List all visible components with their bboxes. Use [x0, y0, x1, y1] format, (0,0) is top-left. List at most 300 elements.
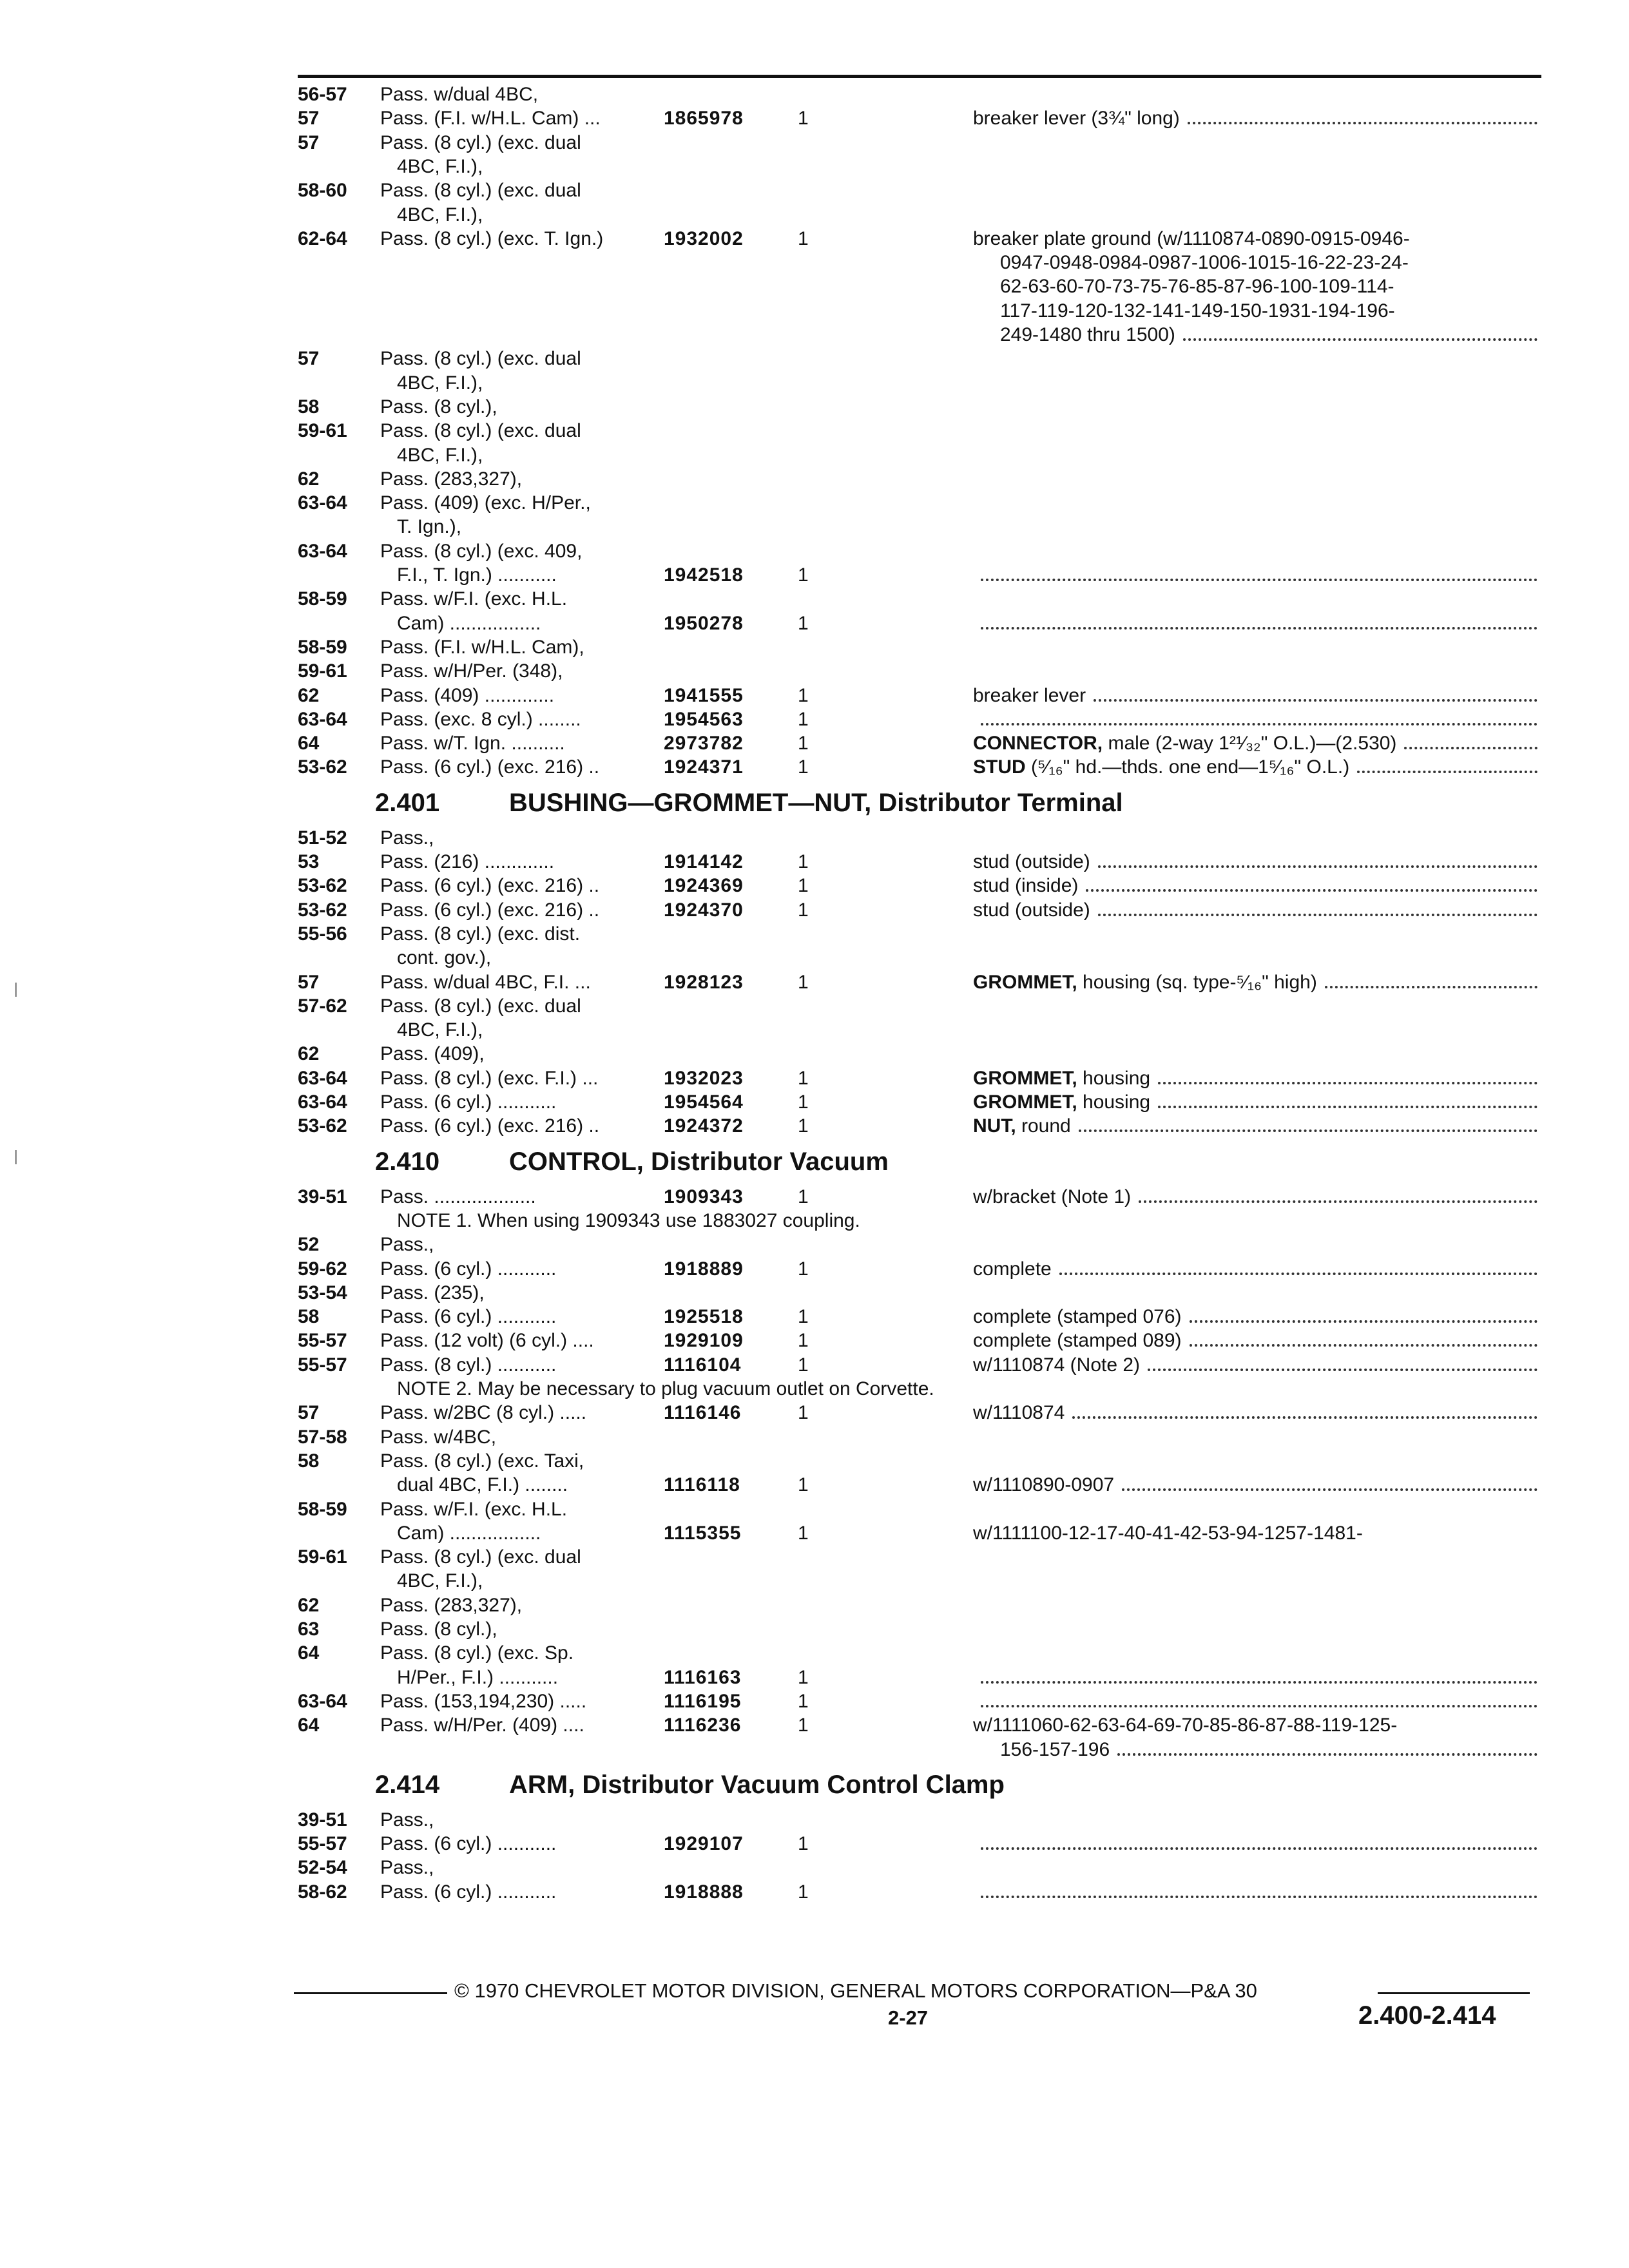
model-years: 59-61 [298, 1546, 347, 1568]
model-years: 39-51 [298, 1809, 347, 1831]
application-text: Pass. (exc. 8 cyl.) ........ [380, 708, 581, 730]
application-text: 4BC, F.I.), [397, 155, 483, 177]
part-description [1000, 1738, 1110, 1762]
part-description-text: stud (outside) [973, 899, 1090, 921]
note-text: NOTE 2. May be necessary to plug vacuum outlet on Corvette. [397, 1378, 934, 1399]
note-row [0, 1377, 1629, 1401]
quantity: 1 [798, 708, 809, 730]
application-text: Pass. w/2BC (8 cyl.) ..... [380, 1402, 587, 1424]
part-description [973, 850, 1090, 874]
part-description [973, 1473, 1114, 1497]
model-years: 57 [298, 108, 320, 130]
table-row [0, 1856, 1629, 1879]
application-text: Pass. (216) ............. [380, 851, 555, 872]
table-row [0, 1042, 1629, 1066]
section-heading [0, 1146, 1629, 1177]
part-description [973, 898, 1090, 922]
model-years: 52-54 [298, 1857, 347, 1879]
part-description-text: housing [1077, 1091, 1151, 1113]
part-description-text: housing (sq. type-⁵⁄₁₆" high) [1077, 971, 1317, 993]
table-row [0, 1880, 1629, 1904]
table-row [0, 922, 1629, 946]
application-text: Pass., [380, 1234, 434, 1256]
part-description-text: (⁵⁄₁₆" hd.—thds. one end—1⁵⁄₁₆" O.L.) [1025, 756, 1350, 778]
dot-leader [1098, 914, 1537, 916]
application-text: Pass. (8 cyl.) (exc. 409, [380, 540, 583, 562]
table-row [0, 1401, 1629, 1425]
model-years: 57-58 [298, 1426, 347, 1448]
quantity: 1 [798, 1258, 809, 1280]
table-row [0, 635, 1629, 659]
application-text: 4BC, F.I.), [397, 204, 483, 226]
application-text: Pass. w/4BC, [380, 1426, 497, 1448]
dot-leader [1059, 1273, 1537, 1275]
application-text: Pass. (8 cyl.) (exc. F.I.) ... [380, 1067, 599, 1089]
application-text: Pass. (8 cyl.) (exc. dist. [380, 923, 581, 945]
dot-leader [1139, 1200, 1537, 1203]
table-row [0, 1281, 1629, 1305]
application-text: Pass. (6 cyl.) ........... [380, 1881, 557, 1903]
top-rule [298, 75, 1541, 78]
model-years: 58-59 [298, 588, 347, 610]
quantity: 1 [798, 108, 809, 130]
table-row [0, 659, 1629, 683]
part-description [973, 731, 1396, 755]
model-years: 63-64 [298, 708, 347, 730]
dot-leader [1325, 986, 1537, 988]
model-years: 53-62 [298, 756, 347, 778]
application-text: Pass. w/H/Per. (409) .... [380, 1715, 584, 1736]
quantity: 1 [798, 756, 809, 778]
quantity: 1 [798, 875, 809, 897]
table-row [0, 946, 1629, 970]
part-number: 1932023 [664, 1067, 744, 1089]
section-number: 2.414 [375, 1770, 440, 1799]
application-text: Pass. (6 cyl.) ........... [380, 1833, 557, 1855]
part-description-text: complete (stamped 076) [973, 1306, 1182, 1328]
part-description [973, 1090, 1150, 1114]
table-row [0, 106, 1629, 130]
application-text: Pass. (8 cyl.) (exc. dual [380, 995, 581, 1017]
table-row [0, 491, 1629, 515]
model-years: 58-59 [298, 1498, 347, 1520]
table-row [0, 1545, 1629, 1569]
application-text: Pass. w/H/Per. (348), [380, 660, 563, 682]
footer-group-code: 2.400-2.414 [1358, 2001, 1496, 2030]
model-years: 58-62 [298, 1881, 347, 1903]
dot-leader [1357, 771, 1537, 773]
application-text: Pass. (6 cyl.) ........... [380, 1306, 557, 1328]
part-number: 1914142 [664, 851, 744, 872]
table-row [0, 323, 1629, 347]
application-text: Cam) ................. [397, 1522, 541, 1544]
part-description [1000, 323, 1175, 347]
part-description-text: round [1016, 1115, 1071, 1137]
application-text: Pass. w/dual 4BC, F.I. ... [380, 971, 591, 993]
scan-mark [15, 1150, 17, 1164]
part-name: NUT, [973, 1115, 1016, 1137]
application-text: Pass. (8 cyl.) (exc. dual [380, 420, 581, 442]
part-description [1000, 299, 1395, 323]
quantity: 1 [798, 1067, 809, 1089]
part-description [973, 1713, 1397, 1737]
dot-leader [1098, 865, 1537, 868]
application-text: Pass. (409) ............. [380, 684, 555, 706]
quantity: 1 [798, 612, 809, 634]
application-text: cont. gov.), [397, 947, 492, 969]
model-years: 63-64 [298, 1690, 347, 1712]
model-years: 64 [298, 733, 320, 754]
table-row [0, 587, 1629, 611]
dot-leader [981, 1896, 1537, 1898]
part-description [973, 1185, 1131, 1209]
part-description [973, 1521, 1363, 1545]
part-description-text: complete [973, 1258, 1052, 1280]
dot-leader [981, 723, 1537, 726]
application-text: Pass. w/F.I. (exc. H.L. [380, 588, 568, 610]
dot-leader [1158, 1082, 1537, 1084]
model-years: 56-57 [298, 84, 347, 105]
model-years: 58 [298, 1306, 320, 1328]
part-description-text: 156-157-196 [1000, 1738, 1110, 1760]
table-row [0, 1713, 1629, 1737]
application-text: Pass. (8 cyl.) (exc. dual [380, 180, 581, 202]
quantity: 1 [798, 1715, 809, 1736]
part-number: 1116236 [664, 1715, 742, 1736]
model-years: 58 [298, 1450, 320, 1472]
part-number: 1924372 [664, 1115, 744, 1137]
table-row [0, 1521, 1629, 1545]
part-description-text: w/1111060-62-63-64-69-70-85-86-87-88-119-125- [973, 1715, 1398, 1736]
note-row [0, 1209, 1629, 1233]
table-row [0, 563, 1629, 587]
model-years: 62 [298, 468, 320, 490]
part-description-text: 249-1480 thru 1500) [1000, 324, 1175, 345]
dot-leader [1079, 1129, 1537, 1132]
application-text: Pass. (8 cyl.), [380, 396, 497, 418]
table-row [0, 155, 1629, 178]
application-text: H/Per., F.I.) ........... [397, 1666, 559, 1688]
dot-leader [981, 1681, 1537, 1684]
part-number: 1941555 [664, 684, 744, 706]
model-years: 63-64 [298, 1091, 347, 1113]
application-text: Cam) ................. [397, 612, 541, 634]
part-description [973, 874, 1078, 898]
quantity: 1 [798, 1091, 809, 1113]
application-text: Pass. (6 cyl.) (exc. 216) .. [380, 1115, 600, 1137]
dot-leader [1183, 338, 1537, 341]
table-row [0, 227, 1629, 251]
application-text: 4BC, F.I.), [397, 1570, 483, 1592]
model-years: 58-59 [298, 636, 347, 658]
part-number: 1942518 [664, 564, 744, 586]
dot-leader [981, 627, 1537, 629]
part-description [973, 970, 1317, 994]
scan-mark [15, 983, 17, 997]
table-row [0, 898, 1629, 922]
table-row [0, 755, 1629, 779]
table-row [0, 970, 1629, 994]
part-number: 1115355 [664, 1522, 742, 1544]
part-description-text: breaker plate ground (w/1110874-0890-0915-0946- [973, 227, 1410, 249]
application-text: Pass., [380, 1809, 434, 1831]
model-years: 58 [298, 396, 320, 418]
part-description [973, 106, 1180, 130]
model-years: 51-52 [298, 827, 347, 849]
quantity: 1 [798, 1690, 809, 1712]
table-row [0, 611, 1629, 635]
application-text: T. Ign.), [397, 516, 462, 538]
application-text: 4BC, F.I.), [397, 1019, 483, 1041]
part-description [973, 1305, 1182, 1329]
table-row [0, 1329, 1629, 1352]
part-number: 1918889 [664, 1258, 744, 1280]
quantity: 1 [798, 851, 809, 872]
application-text: 4BC, F.I.), [397, 372, 483, 394]
table-row [0, 203, 1629, 227]
quantity: 1 [798, 1522, 809, 1544]
quantity: 1 [798, 733, 809, 754]
part-number: 1865978 [664, 108, 744, 130]
part-number: 1918888 [664, 1881, 744, 1903]
application-text: Pass. (8 cyl.) (exc. dual [380, 1546, 581, 1568]
dot-leader [1086, 889, 1537, 892]
table-row [0, 1185, 1629, 1209]
section-number: 2.410 [375, 1147, 440, 1176]
part-description-text: w/1110890-0907 [973, 1474, 1115, 1496]
application-text: Pass., [380, 1857, 434, 1879]
quantity: 1 [798, 899, 809, 921]
application-text: Pass. (8 cyl.), [380, 1619, 497, 1640]
table-row [0, 994, 1629, 1018]
model-years: 53 [298, 851, 320, 872]
footer-copyright: © 1970 CHEVROLET MOTOR DIVISION, GENERAL MOTORS CORPORATION—P&A 30 [454, 1979, 1257, 2002]
quantity: 1 [798, 1833, 809, 1855]
application-text: Pass. (8 cyl.) (exc. dual [380, 348, 581, 370]
table-row [0, 1353, 1629, 1377]
table-row [0, 1114, 1629, 1138]
application-text: Pass. (235), [380, 1282, 485, 1303]
model-years: 63-64 [298, 492, 347, 514]
part-number: 1116104 [664, 1354, 742, 1376]
part-description [1000, 274, 1394, 298]
part-number: 1924370 [664, 899, 744, 921]
table-row [0, 1497, 1629, 1521]
dot-leader [981, 1705, 1537, 1707]
quantity: 1 [798, 1306, 809, 1328]
dot-leader [1190, 1320, 1537, 1323]
quantity: 1 [798, 1330, 809, 1352]
part-description [973, 1257, 1052, 1281]
part-number: 1950278 [664, 612, 744, 634]
table-row [0, 850, 1629, 874]
table-row [0, 251, 1629, 274]
section-title: BUSHING—GROMMET—NUT, Distributor Terminal [509, 788, 1123, 817]
table-row [0, 707, 1629, 731]
model-years: 55-57 [298, 1330, 347, 1352]
model-years: 59-62 [298, 1258, 347, 1280]
model-years: 62 [298, 1043, 320, 1065]
application-text: Pass., [380, 827, 434, 849]
table-row [0, 1066, 1629, 1090]
section-heading [0, 787, 1629, 818]
part-description-text: w/1110874 (Note 2) [973, 1354, 1141, 1376]
application-text: Pass. (283,327), [380, 468, 523, 490]
part-description [973, 1066, 1150, 1090]
application-text: Pass. (8 cyl.) (exc. Sp. [380, 1642, 574, 1664]
part-description [973, 755, 1349, 779]
part-description-text: male (2-way 1²¹⁄₃₂" O.L.)—(2.530) [1103, 733, 1397, 754]
part-number: 1116146 [664, 1402, 742, 1424]
table-row [0, 1808, 1629, 1832]
model-years: 55-56 [298, 923, 347, 945]
part-description-text: 0947-0948-0984-0987-1006-1015-16-22-23-24- [1000, 252, 1409, 274]
dot-leader [1404, 747, 1537, 749]
part-number: 1932002 [664, 227, 744, 249]
table-row [0, 1617, 1629, 1641]
part-description [973, 684, 1086, 707]
quantity: 1 [798, 1474, 809, 1496]
dot-leader [1148, 1369, 1537, 1371]
part-number: 2973782 [664, 733, 744, 754]
part-number: 1924369 [664, 875, 744, 897]
model-years: 62 [298, 1594, 320, 1616]
quantity: 1 [798, 1666, 809, 1688]
model-years: 64 [298, 1715, 320, 1736]
model-years: 39-51 [298, 1186, 347, 1207]
part-number: 1929107 [664, 1833, 744, 1855]
part-description [973, 1329, 1182, 1352]
quantity: 1 [798, 1354, 809, 1376]
part-description-text: stud (outside) [973, 851, 1090, 872]
part-description-text: breaker lever [973, 684, 1086, 706]
quantity: 1 [798, 1186, 809, 1207]
table-row [0, 395, 1629, 419]
table-row [0, 419, 1629, 443]
footer-rule-right [1378, 1992, 1530, 1994]
table-row [0, 443, 1629, 467]
part-name: STUD [973, 756, 1026, 778]
model-years: 63-64 [298, 1067, 347, 1089]
table-row [0, 1425, 1629, 1449]
application-text: 4BC, F.I.), [397, 444, 483, 466]
application-text: Pass. ................... [380, 1186, 536, 1207]
table-row [0, 131, 1629, 155]
quantity: 1 [798, 1402, 809, 1424]
footer-page-number: 2-27 [888, 2006, 929, 2029]
table-row [0, 178, 1629, 202]
table-row [0, 1449, 1629, 1473]
table-row [0, 299, 1629, 323]
dot-leader [1094, 699, 1537, 702]
part-description-text: w/1110874 [973, 1402, 1065, 1424]
part-number: 1116118 [664, 1474, 740, 1496]
table-row [0, 874, 1629, 898]
part-description-text: complete (stamped 089) [973, 1330, 1182, 1352]
part-description-text: housing [1077, 1067, 1151, 1089]
quantity: 1 [798, 564, 809, 586]
part-number: 1954564 [664, 1091, 744, 1113]
part-number: 1116195 [664, 1690, 742, 1712]
table-row [0, 1641, 1629, 1665]
note-text: NOTE 1. When using 1909343 use 1883027 coupling. [397, 1209, 860, 1231]
application-text: Pass. (6 cyl.) ........... [380, 1091, 557, 1113]
table-row [0, 371, 1629, 395]
application-text: Pass. (12 volt) (6 cyl.) .... [380, 1330, 594, 1352]
table-row [0, 1018, 1629, 1042]
part-description [973, 227, 1410, 251]
model-years: 57 [298, 131, 320, 153]
part-description-text: w/1111100-12-17-40-41-42-53-94-1257-1481- [973, 1522, 1363, 1544]
table-row [0, 1305, 1629, 1329]
dot-leader [981, 1847, 1537, 1850]
quantity: 1 [798, 684, 809, 706]
application-text: Pass. w/T. Ign. .......... [380, 733, 565, 754]
table-row [0, 1832, 1629, 1856]
table-row [0, 274, 1629, 298]
application-text: Pass. (409) (exc. H/Per., [380, 492, 591, 514]
part-description [973, 1401, 1065, 1425]
section-heading [0, 1769, 1629, 1800]
model-years: 53-62 [298, 1115, 347, 1137]
application-text: Pass. w/F.I. (exc. H.L. [380, 1498, 568, 1520]
table-row [0, 684, 1629, 707]
section-number: 2.401 [375, 788, 440, 817]
table-row [0, 1257, 1629, 1281]
application-text: Pass. (F.I. w/H.L. Cam) ... [380, 108, 601, 130]
model-years: 55-57 [298, 1833, 347, 1855]
dot-leader [1158, 1106, 1537, 1108]
model-years: 57 [298, 971, 320, 993]
application-text: Pass. (6 cyl.) (exc. 216) .. [380, 899, 600, 921]
table-row [0, 347, 1629, 370]
part-description [973, 1353, 1140, 1377]
part-description-text: breaker lever (3¾" long) [973, 108, 1180, 130]
part-description [1000, 251, 1409, 274]
dot-leader [1122, 1488, 1537, 1491]
footer-rule-left [294, 1992, 447, 1994]
part-description-text: 62-63-60-70-73-75-76-85-87-96-100-109-114- [1000, 276, 1394, 298]
application-text: Pass. (F.I. w/H.L. Cam), [380, 636, 584, 658]
application-text: Pass. (6 cyl.) (exc. 216) .. [380, 756, 600, 778]
model-years: 59-61 [298, 660, 347, 682]
table-row [0, 1666, 1629, 1689]
part-description-text: 117-119-120-132-141-149-150-1931-194-196- [1000, 300, 1395, 322]
table-row [0, 826, 1629, 850]
section-title: ARM, Distributor Vacuum Control Clamp [509, 1770, 1005, 1799]
part-number: 1954563 [664, 708, 744, 730]
part-number: 1928123 [664, 971, 744, 993]
dot-leader [1188, 122, 1537, 124]
quantity: 1 [798, 227, 809, 249]
table-row [0, 539, 1629, 563]
quantity: 1 [798, 1115, 809, 1137]
application-text: Pass. (6 cyl.) ........... [380, 1258, 557, 1280]
part-number: 1116163 [664, 1666, 742, 1688]
table-row [0, 82, 1629, 106]
model-years: 57-62 [298, 995, 347, 1017]
application-text: dual 4BC, F.I.) ........ [397, 1474, 568, 1496]
table-row [0, 1233, 1629, 1256]
model-years: 52 [298, 1234, 320, 1256]
table-row [0, 467, 1629, 491]
quantity: 1 [798, 971, 809, 993]
table-row [0, 1090, 1629, 1114]
part-name: GROMMET, [973, 971, 1077, 993]
table-row [0, 1593, 1629, 1617]
application-text: Pass. (153,194,230) ..... [380, 1690, 587, 1712]
part-description-text: stud (inside) [973, 875, 1079, 897]
